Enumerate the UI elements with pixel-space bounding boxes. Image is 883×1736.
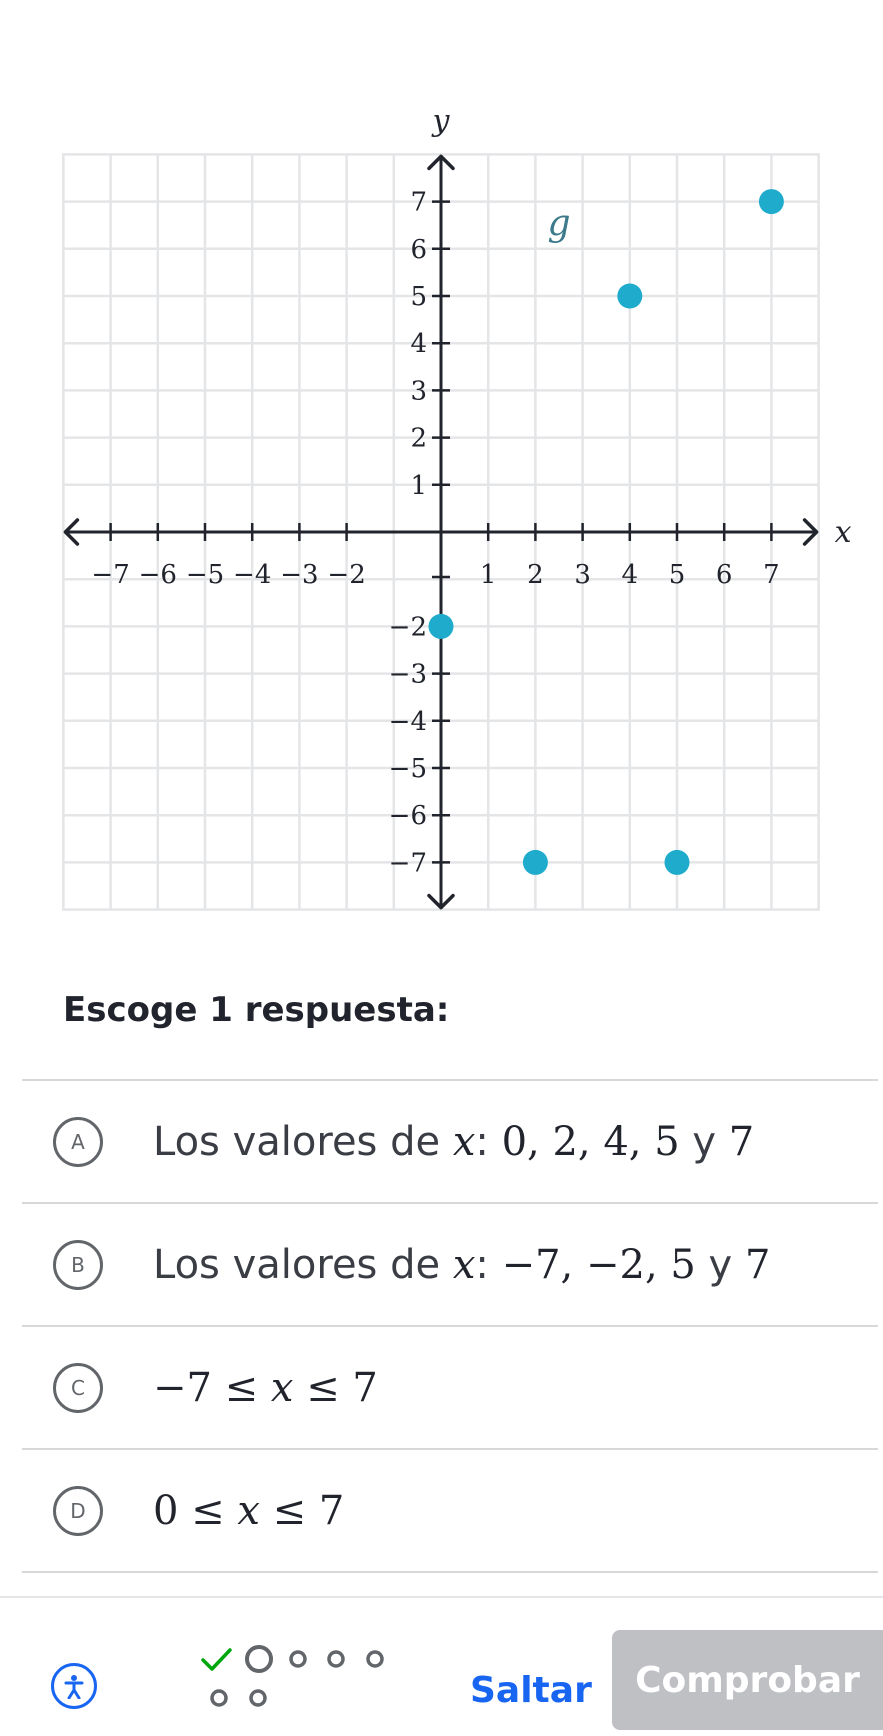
- x-tick-label: −3: [280, 560, 319, 590]
- choice-letter-b: B: [53, 1240, 103, 1290]
- x-tick-label: 5: [668, 560, 686, 590]
- x-tick-label: −7: [91, 560, 130, 590]
- y-tick-label: 3: [410, 376, 427, 407]
- y-tick-label: 5: [410, 282, 427, 312]
- x-tick-label: −2: [327, 560, 366, 590]
- y-tick-label: 1: [410, 470, 427, 501]
- choice-c-text: −7 ≤ x ≤ 7: [153, 1364, 378, 1411]
- y-tick-label: 7: [410, 187, 427, 218]
- progress-dot-current: [247, 1647, 271, 1671]
- progress-dot: [329, 1652, 343, 1666]
- y-tick-label: −3: [388, 659, 427, 690]
- data-point: [759, 189, 784, 214]
- y-tick-label: 4: [410, 329, 427, 360]
- skip-button[interactable]: Saltar: [470, 1670, 592, 1711]
- footer-bar: [0, 1596, 883, 1736]
- y-tick-label: −4: [388, 706, 427, 737]
- progress-dots: [200, 1640, 400, 1720]
- x-axis-label: x: [834, 515, 852, 550]
- progress-dot: [291, 1652, 305, 1666]
- choice-d-text: 0 ≤ x ≤ 7: [153, 1487, 345, 1534]
- x-tick-label: 7: [763, 560, 780, 590]
- choice-letter-d: D: [53, 1486, 103, 1536]
- data-point: [617, 284, 642, 309]
- function-label-g: g: [547, 203, 571, 245]
- data-point: [523, 850, 548, 875]
- question-prompt: Escoge 1 respuesta:: [63, 990, 450, 1030]
- answer-choices: [22, 1079, 878, 1573]
- data-point: [665, 850, 690, 875]
- y-tick-label: 2: [410, 423, 427, 454]
- x-tick-label: 2: [527, 560, 544, 590]
- progress-dot: [251, 1691, 265, 1705]
- x-tick-label: 3: [574, 560, 591, 590]
- progress-indicator: [200, 1640, 400, 1720]
- choice-letter-c: C: [53, 1363, 103, 1413]
- choice-a-text: Los valores de x: 0, 2, 4, 5 y 7: [153, 1118, 755, 1165]
- x-tick-label: −5: [185, 560, 225, 590]
- checkmark-icon: [203, 1650, 230, 1669]
- accessibility-icon[interactable]: [51, 1663, 97, 1709]
- progress-dot: [212, 1691, 226, 1705]
- y-tick-label: −2: [388, 612, 427, 643]
- y-tick-label: −5: [388, 754, 427, 784]
- y-axis-label: y: [432, 103, 450, 139]
- progress-dot: [368, 1652, 382, 1666]
- person-icon: [63, 1673, 85, 1699]
- x-tick-label: −4: [233, 560, 272, 590]
- choice-c[interactable]: [22, 1327, 878, 1450]
- x-tick-label: 6: [715, 560, 733, 590]
- y-tick-label: −6: [388, 801, 427, 832]
- data-point: [429, 614, 454, 639]
- check-answer-button[interactable]: Comprobar: [612, 1630, 883, 1730]
- choice-a[interactable]: [22, 1081, 878, 1204]
- y-tick-label: −7: [388, 848, 427, 879]
- choice-b-text: Los valores de x: −7, −2, 5 y 7: [153, 1241, 771, 1288]
- choice-d[interactable]: [22, 1450, 878, 1573]
- choice-letter-a: A: [53, 1117, 103, 1167]
- x-tick-label: 4: [621, 560, 639, 590]
- x-tick-label: −6: [138, 560, 177, 590]
- choice-b[interactable]: [22, 1204, 878, 1327]
- y-tick-label: 6: [410, 234, 427, 265]
- x-tick-label: 1: [479, 560, 497, 590]
